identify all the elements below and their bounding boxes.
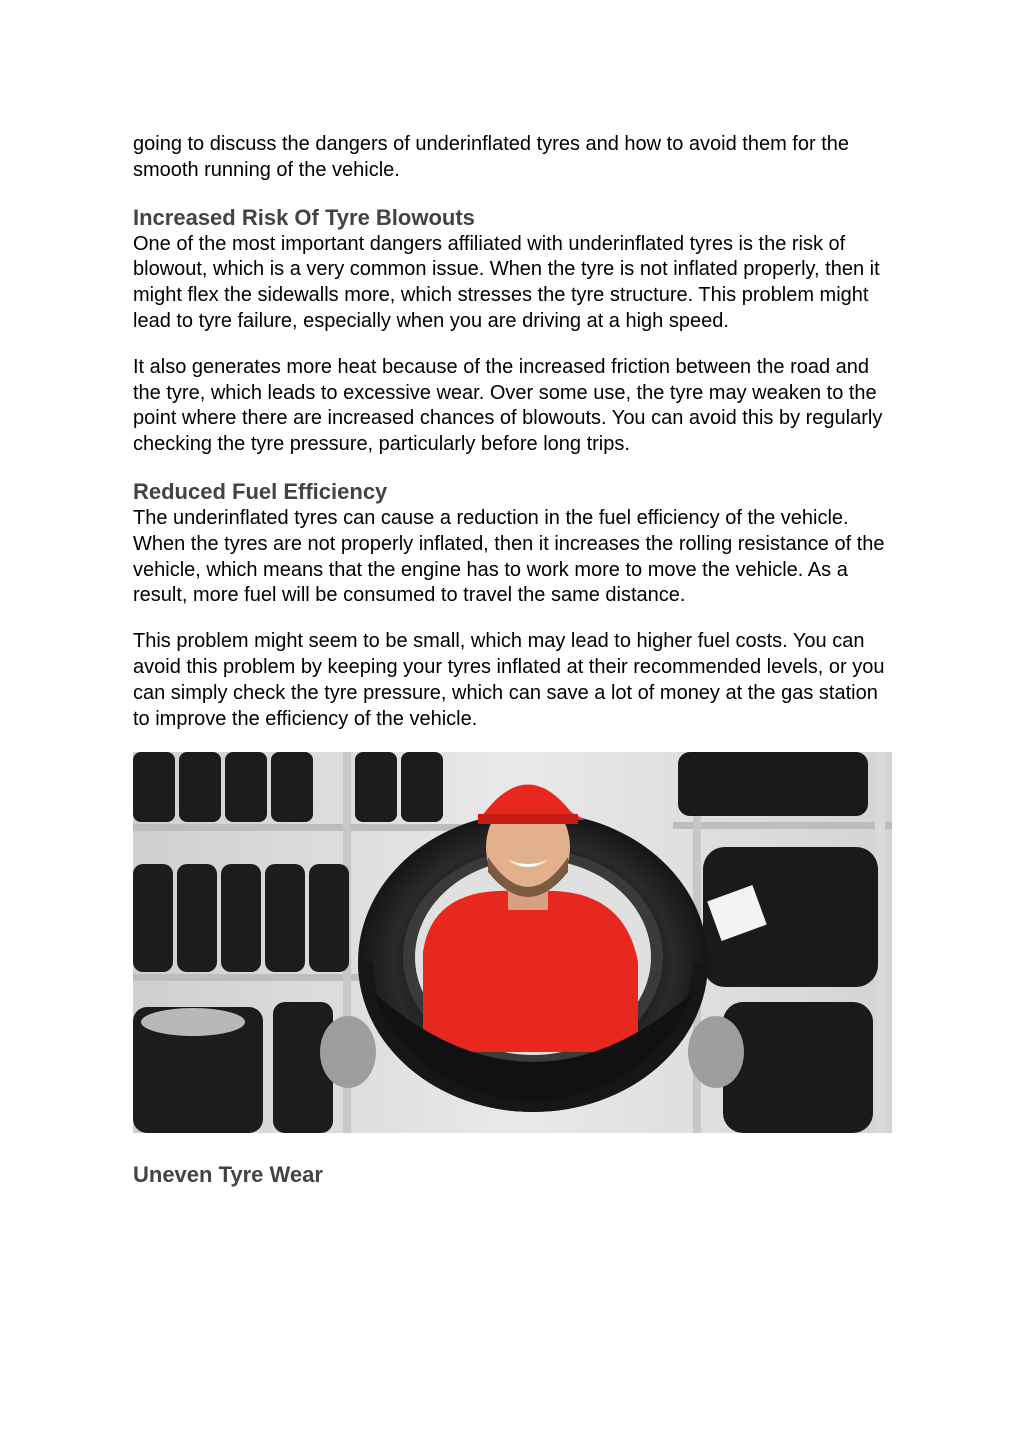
heading-tyre-blowouts: Increased Risk Of Tyre Blowouts — [133, 204, 475, 230]
heading-fuel-efficiency: Reduced Fuel Efficiency — [133, 478, 388, 504]
mechanic-photo-illustration — [133, 752, 892, 1133]
paragraph-intro: going to discuss the dangers of underinflated tyres and how to avoid them for the smooth running of the vehicle. — [133, 133, 849, 181]
paragraph-fuel-1: The underinflated tyres can cause a reduction in the fuel efficiency of the vehicle. When the tyres are not properly inflated, then it increases the rolling resistance of the vehicle, which means that the engine has to work more to move the vehicle. As a result, more fuel will be consumed to travel the same distance. — [133, 506, 885, 607]
document-page — [133, 132, 893, 1189]
mechanic-with-tyre-photo — [133, 752, 892, 1133]
paragraph-blowouts-2: It also generates more heat because of the increased friction between the road and the tyre, which leads to excessive wear. Over some use, the tyre may weaken to the point where there are increased chances of blowouts. You can avoid this by regularly checking the tyre pressure, particularly before long trips. — [133, 355, 883, 456]
heading-uneven-wear: Uneven Tyre Wear — [133, 1162, 323, 1188]
right-glove — [688, 1016, 744, 1088]
left-glove — [320, 1016, 376, 1088]
paragraph-fuel-2: This problem might seem to be small, which may lead to higher fuel costs. You can avoid this problem by keeping your tyres inflated at their recommended levels, or you can simply check the tyre pressure, which can save a lot of money at the gas station to improve the efficiency of the vehicle. — [133, 630, 885, 730]
paragraph-blowouts-1: One of the most important dangers affiliated with underinflated tyres is the risk of blowout, which is a very common issue. When the tyre is not inflated properly, then it might flex the sidewalls more, which stresses the tyre structure. This problem might lead to tyre failure, especially when you are driving at a high speed. — [133, 232, 880, 332]
